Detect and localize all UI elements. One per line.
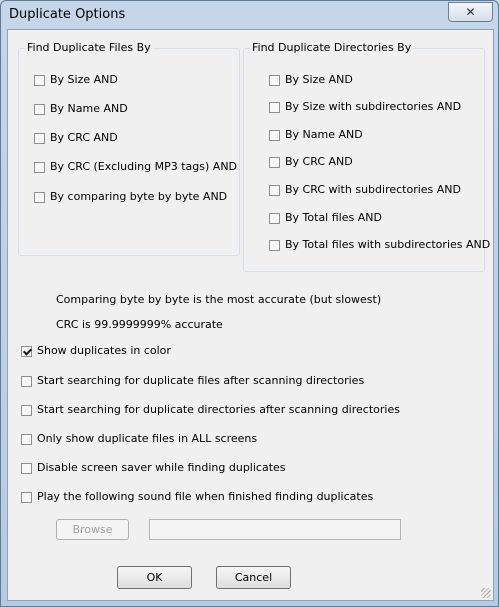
checkbox-label: By Size with subdirectories AND (285, 100, 462, 113)
show-duplicates-in-color-checkbox[interactable] (21, 344, 171, 358)
checkbox-label: By CRC with subdirectories AND (285, 183, 461, 196)
search-files-after-scan-checkbox[interactable] (21, 374, 364, 388)
checkbox-label: By Name AND (285, 128, 363, 141)
files-by-name-checkbox[interactable] (34, 102, 128, 116)
checkbox-label: By CRC (Excluding MP3 tags) AND (50, 160, 238, 173)
checkbox-box[interactable] (269, 102, 280, 113)
disable-screen-saver-checkbox[interactable] (21, 461, 286, 475)
dirs-by-total-files-subdirs-checkbox[interactable] (269, 238, 490, 252)
files-by-crc-checkbox[interactable] (34, 131, 118, 145)
checkbox-box[interactable] (21, 492, 32, 503)
files-by-crc-excluding-mp3-checkbox[interactable] (34, 160, 237, 174)
checkbox-box[interactable] (21, 463, 32, 474)
dirs-by-crc-checkbox[interactable] (269, 155, 353, 169)
checkbox-label: By CRC AND (285, 155, 353, 168)
checkbox-label: Show duplicates in color (37, 344, 171, 357)
checkbox-box[interactable] (269, 157, 280, 168)
checkbox-box[interactable] (34, 133, 45, 144)
only-show-duplicates-all-screens-checkbox[interactable] (21, 432, 257, 446)
checkbox-box[interactable] (269, 213, 280, 224)
dirs-by-total-files-checkbox[interactable] (269, 211, 382, 225)
checkbox-box[interactable] (34, 162, 45, 173)
checkbox-box[interactable] (34, 75, 45, 86)
checkbox-box[interactable] (21, 346, 32, 357)
dialog-body (7, 29, 494, 601)
find-duplicate-files-group (18, 41, 240, 256)
checkbox-label: By Size AND (285, 73, 353, 86)
files-group-title: Find Duplicate Files By (27, 41, 151, 54)
find-duplicate-directories-group (243, 41, 491, 272)
window-title: Duplicate Options (9, 7, 126, 22)
checkbox-box[interactable] (269, 185, 280, 196)
checkbox-box[interactable] (269, 75, 280, 86)
cancel-button[interactable]: Cancel (216, 566, 291, 589)
checkbox-box[interactable] (34, 192, 45, 203)
resize-grip[interactable] (481, 588, 491, 598)
browse-button[interactable]: Browse (56, 519, 129, 540)
files-by-size-checkbox[interactable] (34, 73, 118, 87)
dirs-by-size-subdirs-checkbox[interactable] (269, 100, 461, 114)
checkbox-label: By CRC AND (50, 131, 118, 144)
dirs-group-title: Find Duplicate Directories By (252, 41, 412, 54)
ok-button[interactable]: OK (117, 566, 192, 589)
checkbox-label: Start searching for duplicate directories after scanning directories (37, 403, 400, 416)
checkbox-label: By Total files AND (285, 211, 382, 224)
title-bar[interactable] (1, 1, 498, 29)
crc-accuracy-note: CRC is 99.9999999% accurate (56, 318, 223, 331)
dirs-by-size-checkbox[interactable] (269, 73, 353, 87)
checkbox-label: Start searching for duplicate files after scanning directories (37, 374, 365, 387)
checkbox-label: Only show duplicate files in ALL screens (37, 432, 258, 445)
dirs-by-name-checkbox[interactable] (269, 128, 363, 142)
checkbox-label: By Name AND (50, 102, 128, 115)
checkbox-label: By comparing byte by byte AND (50, 190, 228, 203)
checkbox-box[interactable] (269, 240, 280, 251)
close-button[interactable] (448, 2, 493, 22)
sound-file-input[interactable] (149, 519, 401, 540)
checkbox-box[interactable] (21, 376, 32, 387)
play-sound-when-finished-checkbox[interactable] (21, 490, 373, 504)
checkbox-box[interactable] (21, 405, 32, 416)
dirs-by-crc-subdirs-checkbox[interactable] (269, 183, 461, 197)
search-dirs-after-scan-checkbox[interactable] (21, 403, 400, 417)
accuracy-note: Comparing byte by byte is the most accurate (but slowest) (56, 293, 382, 306)
close-icon: ✕ (465, 5, 476, 19)
checkbox-box[interactable] (269, 130, 280, 141)
checkbox-box[interactable] (34, 104, 45, 115)
checkbox-label: By Total files with subdirectories AND (285, 238, 491, 251)
checkbox-label: Play the following sound file when finished finding duplicates (37, 490, 374, 503)
checkbox-box[interactable] (21, 434, 32, 445)
checkbox-label: By Size AND (50, 73, 118, 86)
checkbox-label: Disable screen saver while finding duplicates (37, 461, 286, 474)
files-byte-by-byte-checkbox[interactable] (34, 190, 227, 204)
